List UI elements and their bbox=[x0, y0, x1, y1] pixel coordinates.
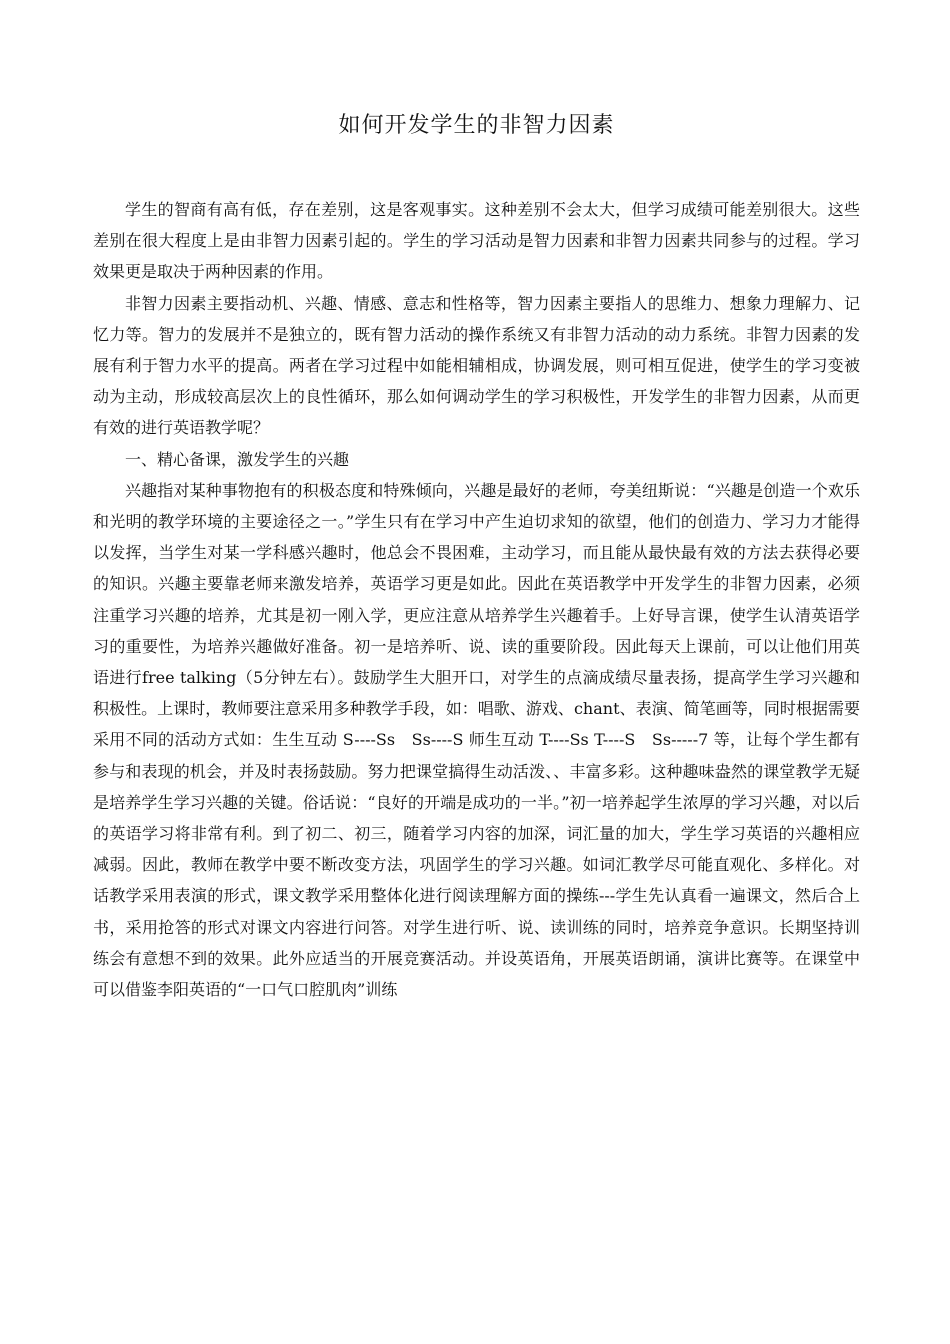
document-body bbox=[93, 194, 860, 1005]
paragraph-non-intellectual-factors: 非智力因素主要指动机、兴趣、情感、意志和性格等，智力因素主要指人的思维力、想象力理解力、记忆力等。智力的发展并不是独立的，既有智力活动的操作系统又有非智力活动的动力系统。非智力因素的发展有利于智力水平的提高。两者在学习过程中如能相辅相成，协调发展，则可相互促进，使学生的学习变被动为主动，形成较高层次上的良性循环，那么如何调动学生的学习积极性，开发学生的非智力因素，从而更有效的进行英语教学呢？ bbox=[93, 293, 860, 438]
paragraph-intro: 学生的智商有高有低，存在差别，这是客观事实。这种差别不会太大，但学习成绩可能差别很大。这些差别在很大程度上是由非智力因素引起的。学生的学习活动是智力因素和非智力因素共同参与的过程。学习效果更是取决于两种因素的作用。 bbox=[93, 200, 860, 282]
section-heading-interest: 一、精心备课，激发学生的兴趣 bbox=[125, 449, 350, 469]
paragraph-interest: 兴趣指对某种事物抱有的积极态度和特殊倾向，兴趣是最好的老师，夸美纽斯说：“兴趣是创造一个欢乐和光明的教学环境的主要途径之一。”学生只有在学习中产生迫切求知的欲望，他们的创造力、学习力才能得以发挥，当学生对某一学科感兴趣时，他总会不畏困难，主动学习，而且能从最快最有效的方法去获得必要的知识。兴趣主要靠老师来激发培养，英语学习更是如此。因此在英语教学中开发学生的非智力因素，必须注重学习兴趣的培养，尤其是初一刚入学，更应注意从培养学生兴趣着手。上好导言课，使学生认清英语学习的重要性，为培养兴趣做好准备。初一是培养听、说、读的重要阶段。因此每天上课前，可以让他们用英语进行free talking（5分钟左右）。鼓励学生大胆开口，对学生的点滴成绩尽量表扬，提高学生学习兴趣和积极性。上课时，教师要注意采用多种教学手段，如：唱歌、游戏、chant、表演、简笔画等，同时根据需要采用不同的活动方式如：生生互动 S----Ss Ss----S 师生互动 T----Ss T----S Ss-----7 等，让每个学生都有参与和表现的机会，并及时表扬鼓励。努力把课堂搞得生动活泼、、丰富多彩。这种趣味盎然的课堂教学无疑是培养学生学习兴趣的关键。俗话说：“良好的开端是成功的一半。”初一培养起学生浓厚的学习兴趣，对以后的英语学习将非常有利。到了初二、初三，随着学习内容的加深，词汇量的加大，学生学习英语的兴趣相应减弱。因此，教师在教学中要不断改变方法，巩固学生的学习兴趣。如词汇教学尽可能直观化、多样化。对话教学采用表演的形式，课文教学采用整体化进行阅读理解方面的操练---学生先认真看一遍课文，然后合上书，采用抢答的形式对课文内容进行问答。对学生进行听、说、读训练的同时，培养竞争意识。长期坚持训练会有意想不到的效果。此外应适当的开展竞赛活动。并设英语角，开展英语朗诵，演讲比赛等。在课堂中可以借鉴李阳英语的“一口气口腔肌肉”训练 bbox=[93, 480, 860, 1000]
document-title: 如何开发学生的非智力因素 bbox=[338, 113, 615, 138]
